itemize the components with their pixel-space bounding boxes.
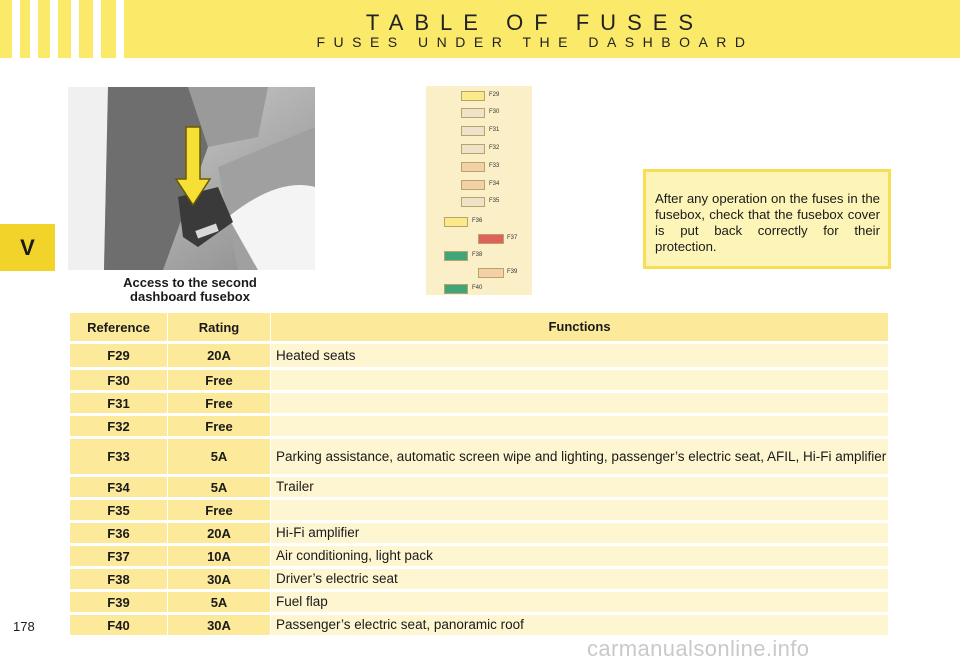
fuse-table [70, 313, 888, 638]
cell-rating: Free [168, 500, 270, 520]
cell-function: Parking assistance, automatic screen wipe and lighting, passenger’s electric seat, AFIL, Hi-Fi amplifier [271, 439, 888, 474]
cell-reference: F33 [70, 439, 167, 474]
table-row [70, 500, 888, 520]
header-stripe [30, 0, 38, 58]
cell-reference: F30 [70, 370, 167, 390]
fuse-label: F35 [489, 198, 500, 204]
cell-reference: F38 [70, 569, 167, 589]
table-row [70, 370, 888, 390]
cell-rating: 5A [168, 477, 270, 497]
cell-rating: 10A [168, 546, 270, 566]
fuse-slot-f33 [461, 162, 485, 172]
table-row [70, 439, 888, 474]
cell-function [271, 416, 888, 436]
page-subtitle: FUSES UNDER THE DASHBOARD [316, 34, 754, 50]
table-row [70, 615, 888, 635]
cell-reference: F32 [70, 416, 167, 436]
cell-function: Driver’s electric seat [271, 569, 888, 589]
header-stripe [50, 0, 58, 58]
fuse-slot-f37 [478, 234, 504, 244]
cell-rating: Free [168, 370, 270, 390]
page-title: TABLE OF FUSES [365, 10, 705, 35]
photo-caption-line: Access to the second [123, 275, 257, 290]
cell-function: Trailer [271, 477, 888, 497]
fuse-label: F29 [489, 92, 500, 98]
table-row [70, 393, 888, 413]
cell-rating: Free [168, 393, 270, 413]
table-row [70, 592, 888, 612]
cell-function: Heated seats [271, 344, 888, 367]
table-row [70, 546, 888, 566]
fuse-label: F32 [489, 145, 500, 151]
cell-function: Air conditioning, light pack [271, 546, 888, 566]
table-row [70, 569, 888, 589]
cell-reference: F29 [70, 344, 167, 367]
cell-function [271, 370, 888, 390]
header-functions: Functions [271, 313, 888, 341]
cell-reference: F31 [70, 393, 167, 413]
cell-reference: F40 [70, 615, 167, 635]
table-row [70, 344, 888, 367]
photo-caption [90, 276, 290, 304]
watermark-link[interactable]: carmanualsonline.info [587, 636, 810, 661]
header-rating: Rating [168, 313, 270, 341]
fusebox-diagram [426, 86, 532, 295]
cell-function: Passenger’s electric seat, panoramic roof [271, 615, 888, 635]
header-stripe [71, 0, 79, 58]
fuse-slot-f32 [461, 144, 485, 154]
chapter-tab: V [0, 224, 55, 271]
fuse-slot-f40 [444, 284, 468, 294]
dashboard-photo [68, 87, 315, 270]
fuse-label: F36 [472, 218, 483, 224]
table-row [70, 477, 888, 497]
cell-reference: F35 [70, 500, 167, 520]
cell-rating: 30A [168, 569, 270, 589]
fuse-slot-f30 [461, 108, 485, 118]
page-number: 178 [13, 619, 35, 634]
cell-function [271, 393, 888, 413]
table-row [70, 523, 888, 543]
cell-reference: F39 [70, 592, 167, 612]
photo-caption-line: dashboard fusebox [130, 289, 250, 304]
note-text: After any operation on the fuses in the fusebox, check that the fusebox cover is put back correctly for their protection. [655, 191, 880, 254]
fuse-label: F37 [507, 235, 518, 241]
cell-function: Hi-Fi amplifier [271, 523, 888, 543]
fuse-slot-f35 [461, 197, 485, 207]
table-header-row [70, 313, 888, 341]
header-reference: Reference [70, 313, 167, 341]
cell-rating: 5A [168, 592, 270, 612]
fuse-label: F39 [507, 269, 518, 275]
fuse-label: F33 [489, 163, 500, 169]
header-stripe [116, 0, 124, 58]
cell-rating: 20A [168, 344, 270, 367]
cell-rating: 30A [168, 615, 270, 635]
cell-reference: F36 [70, 523, 167, 543]
cell-rating: 20A [168, 523, 270, 543]
header-band [0, 0, 960, 58]
fuse-slot-f31 [461, 126, 485, 136]
fuse-label: F34 [489, 181, 500, 187]
fuse-slot-f29 [461, 91, 485, 101]
cell-rating: Free [168, 416, 270, 436]
header-stripe [12, 0, 20, 58]
fuse-label: F31 [489, 127, 500, 133]
fuse-slot-f39 [478, 268, 504, 278]
cell-reference: F34 [70, 477, 167, 497]
cell-function: Fuel flap [271, 592, 888, 612]
dashboard-photo-illustration [68, 87, 315, 270]
header-stripe [93, 0, 101, 58]
fuse-slot-f36 [444, 217, 468, 227]
fuse-slot-f34 [461, 180, 485, 190]
cell-reference: F37 [70, 546, 167, 566]
fuse-label: F30 [489, 109, 500, 115]
fuse-slot-f38 [444, 251, 468, 261]
note-box [643, 169, 891, 269]
fuse-label: F38 [472, 252, 483, 258]
cell-rating: 5A [168, 439, 270, 474]
fuse-label: F40 [472, 285, 483, 291]
cell-function [271, 500, 888, 520]
table-row [70, 416, 888, 436]
